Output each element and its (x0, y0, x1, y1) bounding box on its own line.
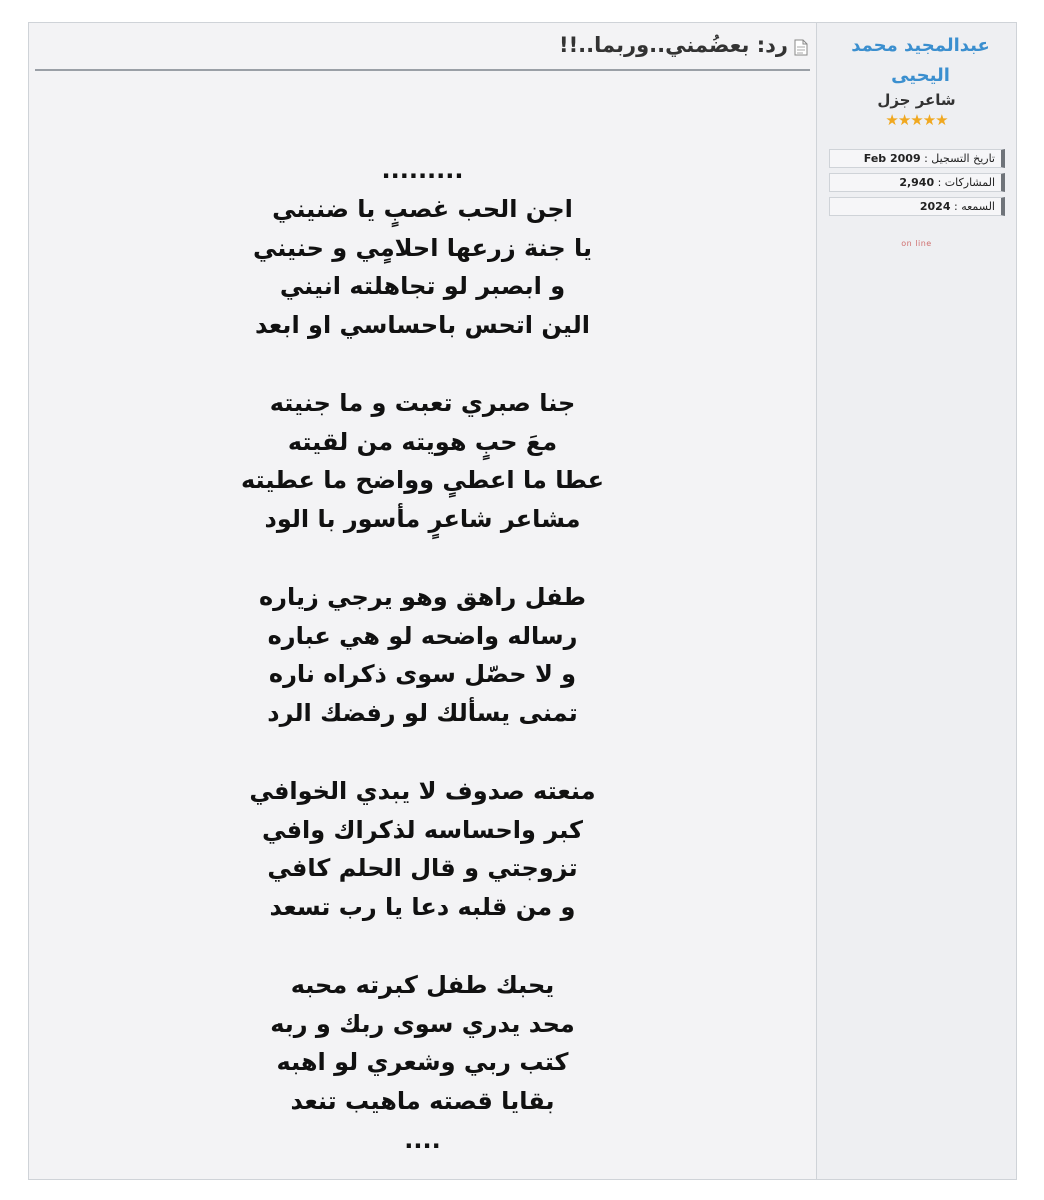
reputation-label: السمعه : (954, 200, 995, 213)
reputation-value: 2024 (919, 200, 951, 213)
reputation-stat (829, 197, 1005, 216)
document-icon (794, 37, 808, 54)
poem-line: اجن الحب غصبٍ يا ضنيني (272, 194, 573, 223)
online-status: on line (901, 239, 932, 248)
join-date-stat (829, 149, 1005, 168)
user-info-sidebar (817, 23, 1016, 1179)
poem-line: رساله واضحه لو هي عباره (267, 621, 578, 650)
user-title: شاعر جزل (877, 91, 956, 109)
poem-line: و ابصبر لو تجاهلته انيني (279, 272, 566, 301)
star-icon: ★★★★★ (885, 111, 948, 129)
poem-line: عطا ما اعطىٍ وواضح ما عطيته (240, 466, 605, 495)
poem-line: يحبك طفل كبرته محبه (290, 970, 555, 999)
poem (29, 151, 816, 1160)
poem-stanza-5 (29, 966, 816, 1160)
poem-line: .... (404, 1125, 441, 1154)
poem-line: محد يدري سوى ربك و ربه (270, 1009, 575, 1038)
join-date-value: Feb 2009 (863, 152, 921, 165)
poem-line: طفل راهق وهو يرجي زياره (259, 582, 586, 611)
poem-line: تزوجتي و قال الحلم كافي (267, 854, 578, 883)
title-divider (35, 69, 810, 71)
poem-stanza-3 (29, 578, 816, 733)
poem-line: ......... (381, 156, 464, 184)
post-title (559, 33, 808, 57)
poem-line: الين اتحس باحساسي او ابعد (255, 311, 590, 340)
poem-line: معَ حبٍ هويته من لقيته (287, 427, 558, 456)
poem-line: يا جنة زرعها احلامٍي و حنيني (252, 233, 593, 262)
poem-line: و من قلبه دعا يا رب تسعد (269, 893, 576, 922)
post-title-text: رد: بعضُمني..وربما..!! (559, 33, 788, 57)
posts-count-label: المشاركات : (937, 176, 995, 189)
poem-stanza-2 (29, 384, 816, 539)
post-body (29, 23, 817, 1179)
post-frame (28, 22, 1017, 1180)
poem-line: و لا حصّل سوى ذكراه ناره (268, 660, 577, 689)
poem-line: كبر واحساسه لذكراك وافي (262, 815, 583, 844)
posts-count-value: 2,940 (899, 176, 935, 189)
poem-line: منعته صدوف لا يبدي الخوافي (249, 776, 596, 805)
username-link[interactable]: عبدالمجيد محمد اليحيى (851, 35, 990, 86)
poem-stanza-4 (29, 772, 816, 927)
posts-count-stat (829, 173, 1005, 192)
poem-line: جنا صبري تعبت و ما جنيته (269, 388, 576, 417)
poem-stanza-1 (29, 151, 816, 345)
join-date-label: تاريخ التسجيل : (924, 152, 995, 165)
poem-line: بقايا قصته ماهيب تنعد (290, 1087, 555, 1116)
poem-line: تمنى يسألك لو رفضك الرد (267, 699, 578, 728)
poem-line: مشاعر شاعرٍ مأسور با الود (264, 505, 581, 534)
poem-line: كتب ربي وشعري لو اهبه (276, 1048, 569, 1077)
